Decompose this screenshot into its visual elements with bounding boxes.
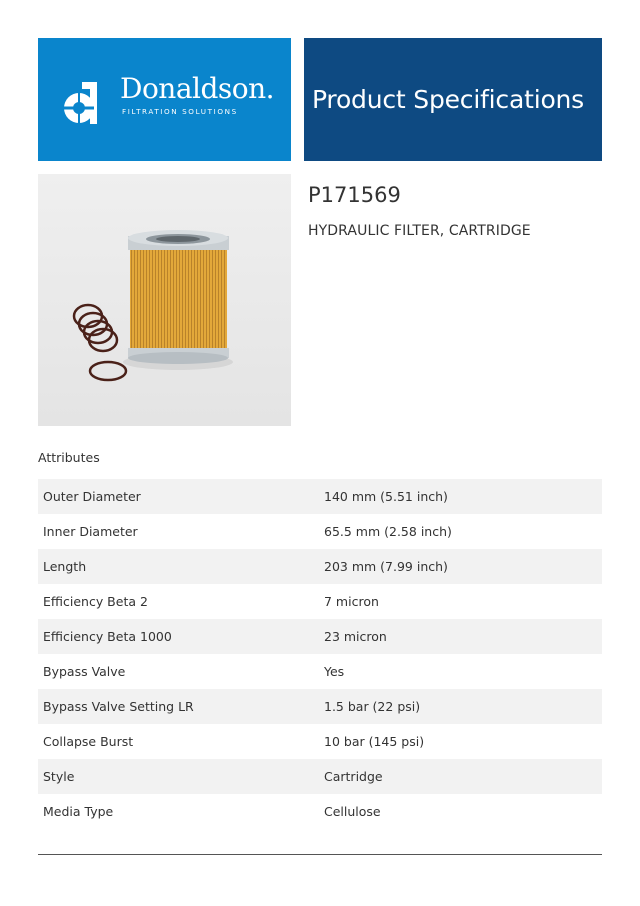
- attribute-label: Outer Diameter: [43, 489, 141, 504]
- attribute-value: 7 micron: [324, 594, 379, 609]
- table-row: [38, 759, 602, 794]
- attribute-label: Length: [43, 559, 87, 574]
- attribute-value: 65.5 mm (2.58 inch): [324, 524, 452, 539]
- title-panel: [304, 38, 602, 161]
- attribute-label: Efficiency Beta 2: [43, 594, 148, 609]
- attribute-value: Cartridge: [324, 769, 383, 784]
- table-row: [38, 479, 602, 514]
- brand-tagline: FILTRATION SOLUTIONS: [122, 107, 238, 116]
- attribute-value: 10 bar (145 psi): [324, 734, 425, 749]
- product-image: [38, 174, 291, 426]
- table-row: [38, 549, 602, 584]
- attribute-label: Media Type: [43, 804, 114, 819]
- attribute-value: 203 mm (7.99 inch): [324, 559, 448, 574]
- attribute-value: 1.5 bar (22 psi): [324, 699, 421, 714]
- table-row: [38, 724, 602, 759]
- attribute-label: Bypass Valve: [43, 664, 126, 679]
- table-row: [38, 514, 602, 549]
- table-row: [38, 654, 602, 689]
- filter-cartridge-illustration: [38, 174, 291, 426]
- part-number: P171569: [308, 183, 401, 207]
- table-row: [38, 619, 602, 654]
- page-title: Product Specifications: [312, 85, 585, 114]
- attributes-heading: Attributes: [38, 450, 100, 465]
- brand-name: Donaldson.: [120, 72, 275, 105]
- attribute-label: Efficiency Beta 1000: [43, 629, 172, 644]
- attribute-value: Cellulose: [324, 804, 381, 819]
- attribute-label: Collapse Burst: [43, 734, 134, 749]
- brand-panel: [38, 38, 291, 161]
- attribute-value: Yes: [324, 664, 345, 679]
- attribute-label: Bypass Valve Setting LR: [43, 699, 194, 714]
- attribute-label: Style: [43, 769, 75, 784]
- part-description: HYDRAULIC FILTER, CARTRIDGE: [308, 223, 531, 239]
- table-row: [38, 689, 602, 724]
- attributes-table: [38, 479, 602, 829]
- donaldson-logo-icon: [62, 80, 104, 126]
- table-row: [38, 794, 602, 829]
- table-row: [38, 584, 602, 619]
- attribute-value: 140 mm (5.51 inch): [324, 489, 448, 504]
- footer-divider: [38, 854, 602, 855]
- attribute-value: 23 micron: [324, 629, 387, 644]
- attribute-label: Inner Diameter: [43, 524, 138, 539]
